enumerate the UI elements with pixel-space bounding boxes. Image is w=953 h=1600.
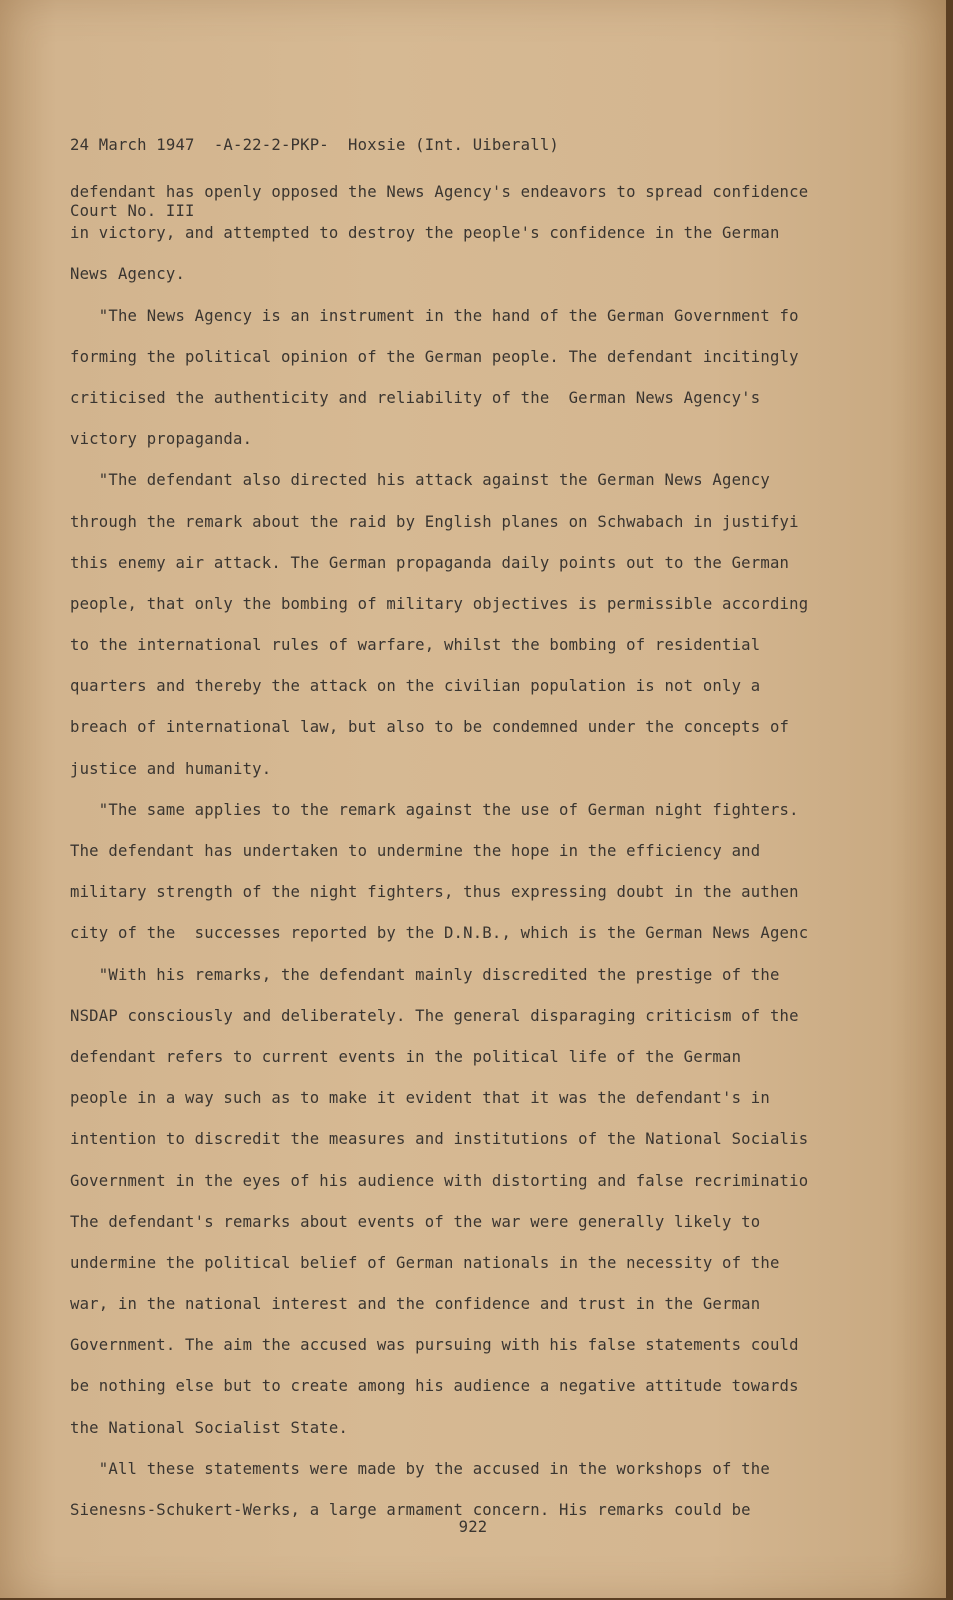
text-line: "The same applies to the remark against the use of German night fighters. <box>70 800 799 819</box>
body-text <box>70 172 930 1531</box>
text-line: defendant refers to current events in the political life of the German <box>70 1047 742 1066</box>
text-line: forming the political opinion of the German people. The defendant incitingly <box>70 347 799 366</box>
text-line: quarters and thereby the attack on the civilian population is not only a <box>70 677 761 696</box>
header-date-line: 24 March 1947 -A-22-2-PKP- Hoxsie (Int. Uiberall) <box>70 136 559 154</box>
text-line: "With his remarks, the defendant mainly discredited the prestige of the <box>70 965 780 984</box>
text-line: through the remark about the raid by English planes on Schwabach in justifyi <box>70 512 799 531</box>
text-line: NSDAP consciously and deliberately. The general disparaging criticism of the <box>70 1006 799 1025</box>
text-line: "The defendant also directed his attack against the German News Agency <box>70 471 770 490</box>
text-line: The defendant has undertaken to undermine the hope in the efficiency and <box>70 842 761 860</box>
text-line: in victory, and attempted to destroy the people's confidence in the German <box>70 224 780 243</box>
header-court-line: Court No. III <box>70 202 195 220</box>
text-line: people in a way such as to make it evident that it was the defendant's in <box>70 1089 770 1108</box>
text-line: intention to discredit the measures and institutions of the National Socialis <box>70 1130 809 1149</box>
text-line: defendant has openly opposed the News Agency's endeavors to spread confidence <box>70 183 809 201</box>
text-line: News Agency. <box>70 265 186 284</box>
text-line: be nothing else but to create among his audience a negative attitude towards <box>70 1377 799 1396</box>
text-line: The defendant's remarks about events of the war were generally likely to <box>70 1212 761 1231</box>
text-line: city of the successes reported by the D.N.B., which is the German News Agenc <box>70 924 809 943</box>
text-line: the National Socialist State. <box>70 1418 349 1437</box>
text-line: this enemy air attack. The German propaganda daily points out to the German <box>70 553 790 572</box>
text-line: Sienesns-Schukert-Werks, a large armament concern. His remarks could be <box>70 1501 751 1519</box>
text-line: war, in the national interest and the confidence and trust in the German <box>70 1295 761 1314</box>
page-number: 922 <box>458 1518 488 1536</box>
text-line: justice and humanity. <box>70 759 272 778</box>
text-line: "The News Agency is an instrument in the hand of the German Government fo <box>70 306 799 325</box>
text-line: criticised the authenticity and reliability of the German News Agency's <box>70 388 761 407</box>
text-line: Government in the eyes of his audience with distorting and false recriminatio <box>70 1171 809 1190</box>
text-line: "All these statements were made by the accused in the workshops of the <box>70 1459 770 1478</box>
text-line: undermine the political belief of German nationals in the necessity of the <box>70 1253 780 1272</box>
text-line: victory propaganda. <box>70 430 253 449</box>
text-line: to the international rules of warfare, whilst the bombing of residential <box>70 636 761 655</box>
text-line: people, that only the bombing of military objectives is permissible according <box>70 594 809 613</box>
text-line: Government. The aim the accused was pursuing with his false statements could <box>70 1336 799 1355</box>
text-line: military strength of the night fighters, thus expressing doubt in the authen <box>70 883 799 902</box>
text-line: breach of international law, but also to be condemned under the concepts of <box>70 718 790 737</box>
